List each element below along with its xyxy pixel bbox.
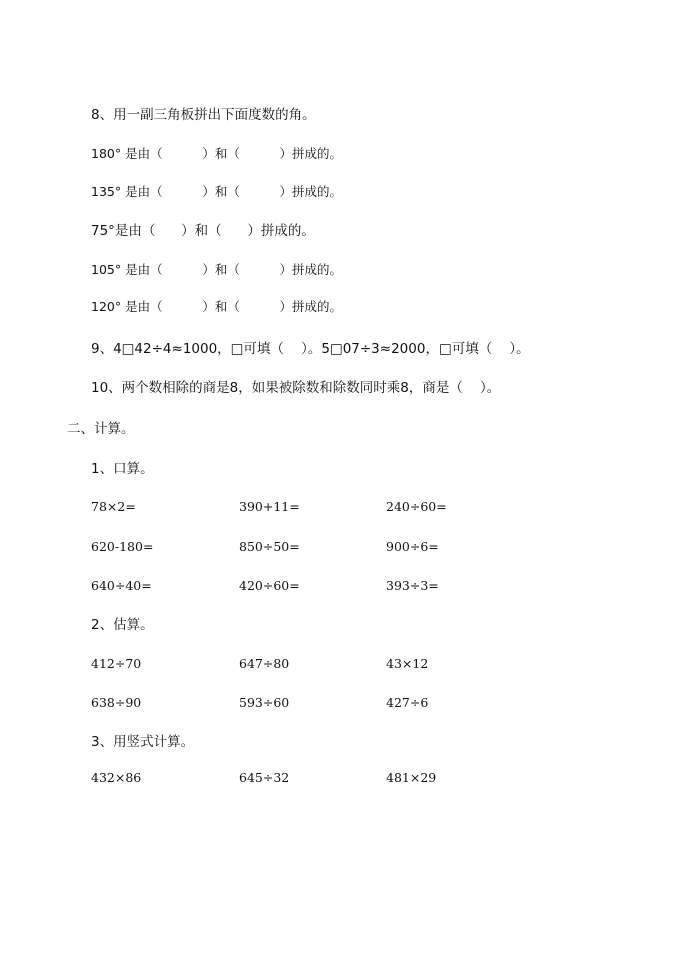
q8-line-135: 135° 是由（ ）和（ ）拼成的。 bbox=[91, 184, 343, 199]
estimate-item: 412÷70 bbox=[91, 656, 142, 671]
calc-item: 393÷3= bbox=[386, 578, 439, 593]
part2-title: 2、估算。 bbox=[91, 617, 154, 633]
q8-line-105: 105° 是由（ ）和（ ）拼成的。 bbox=[91, 262, 343, 277]
calc-item: 640÷40= bbox=[91, 578, 152, 593]
vertical-calc-item: 432×86 bbox=[91, 770, 142, 785]
calc-item: 850÷50= bbox=[239, 539, 300, 554]
part3-title: 3、用竖式计算。 bbox=[91, 734, 195, 750]
q8-line-180: 180° 是由（ ）和（ ）拼成的。 bbox=[91, 146, 343, 161]
vertical-calc-item: 645÷32 bbox=[239, 770, 290, 785]
calc-item: 390+11= bbox=[239, 499, 300, 514]
q8-title: 8、用一副三角板拼出下面度数的角。 bbox=[91, 107, 316, 123]
vertical-calc-item: 481×29 bbox=[386, 770, 437, 785]
estimate-item: 43×12 bbox=[386, 656, 429, 671]
estimate-item: 647÷80 bbox=[239, 656, 290, 671]
estimate-item: 427÷6 bbox=[386, 695, 429, 710]
calc-item: 240÷60= bbox=[386, 499, 447, 514]
calc-item: 620-180= bbox=[91, 539, 154, 554]
estimate-item: 593÷60 bbox=[239, 695, 290, 710]
q10-text: 10、两个数相除的商是8，如果被除数和除数同时乘8，商是（ ）。 bbox=[91, 380, 501, 396]
calc-item: 420÷60= bbox=[239, 578, 300, 593]
calc-item: 78×2= bbox=[91, 499, 136, 514]
calc-item: 900÷6= bbox=[386, 539, 439, 554]
estimate-item: 638÷90 bbox=[91, 695, 142, 710]
q8-line-120: 120° 是由（ ）和（ ）拼成的。 bbox=[91, 299, 343, 314]
q9-text: 9、4□42÷4≈1000，□可填（ ）。5□07÷3≈2000，□可填（ ）。 bbox=[91, 341, 530, 357]
section2-title: 二、计算。 bbox=[67, 421, 135, 437]
q8-line-75: 75°是由（ ）和（ ）拼成的。 bbox=[91, 223, 315, 239]
part1-title: 1、口算。 bbox=[91, 461, 154, 477]
